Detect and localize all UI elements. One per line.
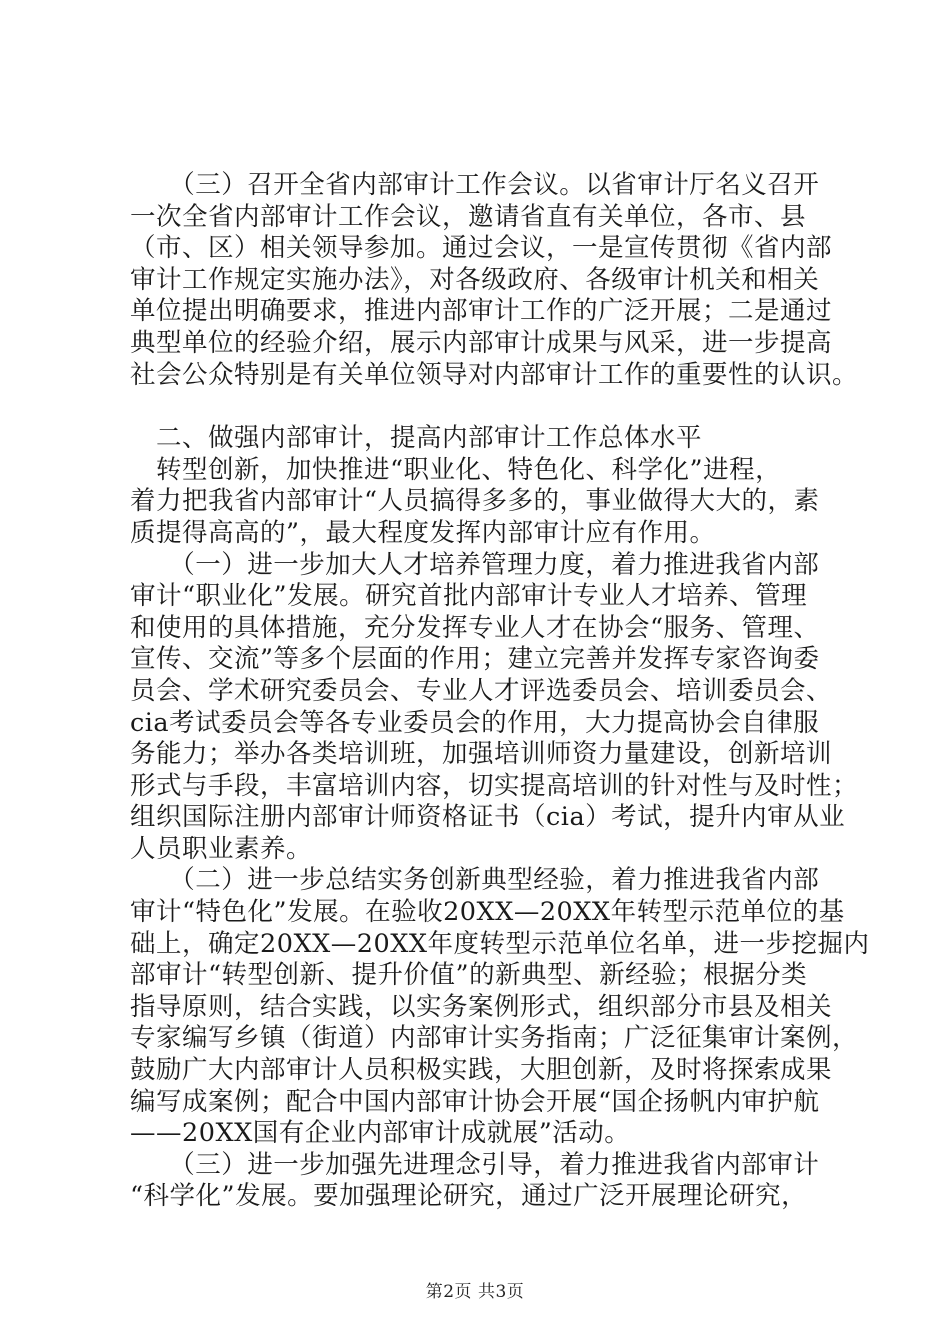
text-line: 人员职业素养。 <box>130 833 313 864</box>
text-line: 转型创新，加快推进“职业化、特色化、科学化”进程， <box>130 454 782 485</box>
text-line: 着力把我省内部审计“人员搞得多多的，事业做得大大的，素 <box>130 486 820 517</box>
text-line: 和使用的具体措施，充分发挥专业人才在协会“服务、管理、 <box>130 612 820 643</box>
paragraph-convene-meeting <box>130 170 859 391</box>
text-line: 社会公众特别是有关单位领导对内部审计工作的重要性的认识。 <box>130 359 859 390</box>
text-line: “科学化”发展。要加强理论研究，通过广泛开展理论研究， <box>130 1181 808 1212</box>
text-line: 编写成案例；配合中国内部审计协会开展“国企扬帆内审护航 <box>130 1086 820 1117</box>
text-line: 一次全省内部审计工作会议，邀请省直有关单位，各市、县 <box>130 201 807 232</box>
text-line: 审计工作规定实施办法》，对各级政府、各级审计机关和相关 <box>130 264 820 295</box>
text-line: cia考试委员会等各专业委员会的作用，大力提高协会自律服 <box>130 707 820 738</box>
section-strengthen-internal-audit <box>130 423 870 1213</box>
text-line: 审计“职业化”发展。研究首批内部审计专业人才培养、管理 <box>130 581 808 612</box>
text-line: 部审计“转型创新、提升价值”的新典型、新经验；根据分类 <box>130 960 808 991</box>
document-body <box>130 170 870 1213</box>
text-line: 专家编写乡镇（街道）内部审计实务指南；广泛征集审计案例， <box>130 1023 859 1054</box>
text-line: 务能力；举办各类培训班，加强培训师资力量建设，创新培训 <box>130 739 833 770</box>
text-line: （三）召开全省内部审计工作会议。以省审计厅名义召开 <box>130 170 820 200</box>
text-line: 鼓励广大内部审计人员积极实践，大胆创新，及时将探索成果 <box>130 1055 833 1086</box>
text-line: 质提得高高的”，最大程度发挥内部审计应有作用。 <box>130 517 716 548</box>
text-line: 单位提出明确要求，推进内部审计工作的广泛开展；二是通过 <box>130 296 833 327</box>
page-number-footer: 第2页 共3页 <box>425 1282 525 1302</box>
text-line: 形式与手段，丰富培训内容，切实提高培训的针对性与及时性； <box>130 770 859 801</box>
text-line: 宣传、交流”等多个层面的作用；建立完善并发挥专家咨询委 <box>130 644 820 675</box>
text-line: 员会、学术研究委员会、专业人才评选委员会、培训委员会、 <box>130 675 833 706</box>
text-line: 础上，确定20XX—20XX年度转型示范单位名单，进一步挖掘内 <box>130 928 870 959</box>
text-line: （市、区）相关领导参加。通过会议，一是宣传贯彻《省内部 <box>130 233 833 264</box>
section-heading: 二、做强内部审计，提高内部审计工作总体水平 <box>130 423 703 454</box>
text-line: 组织国际注册内部审计师资格证书（cia）考试，提升内审从业 <box>130 802 846 833</box>
text-line: 典型单位的经验介绍，展示内部审计成果与风采，进一步提高 <box>130 327 833 358</box>
text-line: 审计“特色化”发展。在验收20XX—20XX年转型示范单位的基 <box>130 897 845 928</box>
text-line: 指导原则，结合实践，以实务案例形式，组织部分市县及相关 <box>130 991 833 1022</box>
text-line: （二）进一步总结实务创新典型经验，着力推进我省内部 <box>130 865 820 896</box>
text-line: ——20XX国有企业内部审计成就展”活动。 <box>130 1118 631 1149</box>
text-line: （一）进一步加大人才培养管理力度，着力推进我省内部 <box>130 549 820 580</box>
text-line: （三）进一步加强先进理念引导，着力推进我省内部审计 <box>130 1149 820 1180</box>
